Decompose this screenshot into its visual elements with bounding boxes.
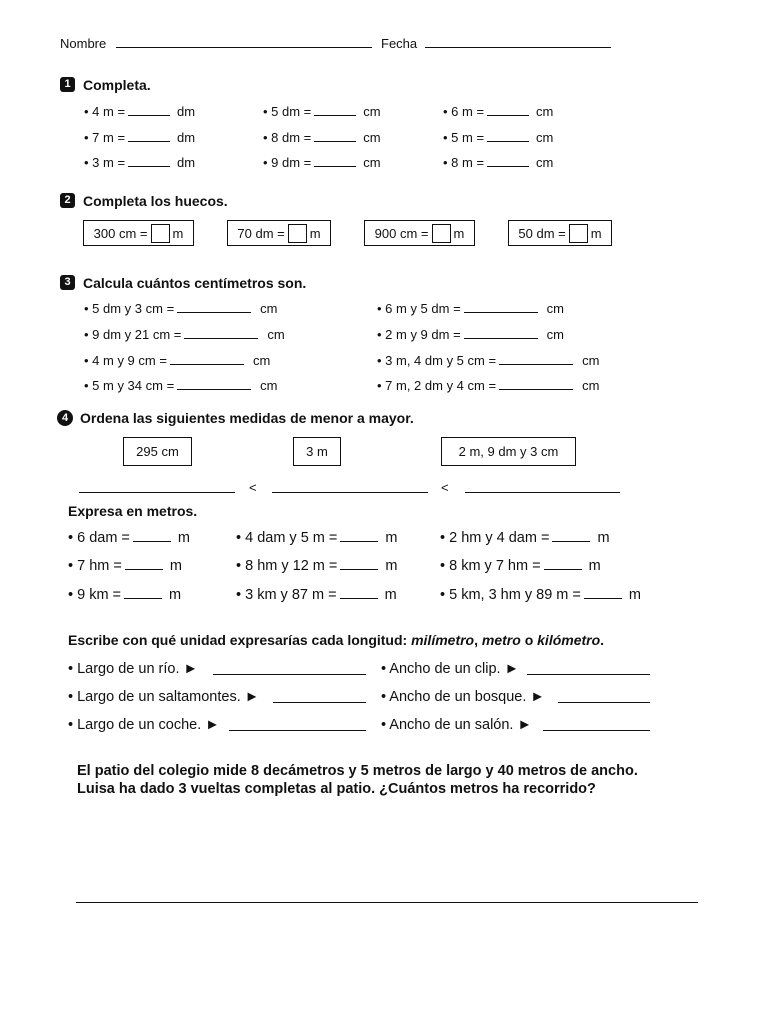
answer-blank[interactable] [558,702,650,703]
ex1-item: • 8 dm = cm [263,130,381,145]
arrow-icon: ► [517,717,532,733]
arrow-icon: ► [244,689,260,705]
answer-blank[interactable] [273,702,366,703]
ex5-item: • 5 km, 3 hm y 89 m = m [440,587,641,603]
answer-blank[interactable] [584,588,622,599]
ex3-item: • 3 m, 4 dm y 5 cm = cm [377,353,600,368]
date-label: Fecha [381,36,418,51]
answer-blank[interactable] [128,105,170,116]
arrow-icon: ► [530,689,545,705]
answer-blank[interactable] [487,131,529,142]
less-than-symbol: < [441,480,449,495]
ex5-item: • 8 hm y 12 m = m [236,558,398,574]
answer-blank[interactable] [543,730,650,731]
answer-square[interactable] [569,224,588,243]
ex6-item: • Ancho de un salón. ► [381,717,532,733]
arrow-icon: ► [205,717,220,733]
arrow-icon: ► [504,661,519,677]
answer-blank[interactable] [170,354,244,365]
date-field[interactable] [425,47,611,48]
order-blank-3[interactable] [465,492,620,493]
answer-blank[interactable] [314,105,356,116]
problem-answer-line[interactable] [76,902,698,903]
ex1-item: • 7 m = dm [84,130,196,145]
exercise-5-title: Expresa en metros. [68,503,198,519]
answer-blank[interactable] [499,379,573,390]
answer-blank[interactable] [487,105,529,116]
ex5-item: • 4 dam y 5 m = m [236,530,398,546]
conversion-box: 900 cm = m [364,220,475,246]
measure-box: 295 cm [123,437,192,466]
ex3-item: • 9 dm y 21 cm = cm [84,327,285,342]
ex1-item: • 4 m = dm [84,104,196,119]
ex6-item: • Largo de un coche. ► [68,717,220,733]
less-than-symbol: < [249,480,257,495]
answer-blank[interactable] [464,302,538,313]
ex5-item: • 2 hm y 4 dam = m [440,530,610,546]
problem-line-1: El patio del colegio mide 8 decámetros y 5 metros de largo y 40 metros de ancho. [77,763,638,779]
ex6-item: • Ancho de un bosque. ► [381,689,545,705]
answer-blank[interactable] [340,559,378,570]
answer-blank[interactable] [184,328,258,339]
exercise-3-number: 3 [60,275,75,290]
ex1-item: • 3 m = dm [84,155,196,170]
ex5-item: • 7 hm = m [68,558,182,574]
conversion-box: 300 cm = m [83,220,194,246]
arrow-icon: ► [183,661,198,677]
ex3-item: • 7 m, 2 dm y 4 cm = cm [377,378,600,393]
ex5-item: • 3 km y 87 m = m [236,587,397,603]
exercise-4-number: 4 [57,410,73,426]
answer-blank[interactable] [314,156,356,167]
answer-blank[interactable] [177,302,251,313]
ex3-item: • 4 m y 9 cm = cm [84,353,271,368]
ex5-item: • 8 km y 7 hm = m [440,558,601,574]
exercise-1-title: Completa. [83,77,151,93]
exercise-6-title: Escribe con qué unidad expresarías cada longitud: milímetro, metro o kilómetro. [68,632,605,648]
ex1-item: • 8 m = cm [443,155,554,170]
answer-blank[interactable] [128,131,170,142]
problem-line-2: Luisa ha dado 3 vueltas completas al patio. ¿Cuántos metros ha recorrido? [77,781,596,797]
answer-blank[interactable] [499,354,573,365]
conversion-box: 70 dm = m [227,220,331,246]
order-blank-2[interactable] [272,492,428,493]
ex3-item: • 5 m y 34 cm = cm [84,378,278,393]
answer-blank[interactable] [544,559,582,570]
measure-box: 3 m [293,437,341,466]
ex3-item: • 6 m y 5 dm = cm [377,301,565,316]
exercise-4-title: Ordena las siguientes medidas de menor a mayor. [80,410,414,426]
exercise-1-number: 1 [60,77,75,92]
answer-blank[interactable] [125,559,163,570]
ex3-item: • 2 m y 9 dm = cm [377,327,565,342]
ex5-item: • 9 km = m [68,587,182,603]
ex6-item: • Largo de un saltamontes. ► [68,689,260,705]
answer-blank[interactable] [213,674,366,675]
ex5-item: • 6 dam = m [68,530,190,546]
ex1-item: • 9 dm = cm [263,155,381,170]
answer-blank[interactable] [340,588,378,599]
ex6-item: • Largo de un río. ► [68,661,198,677]
answer-blank[interactable] [552,531,590,542]
answer-blank[interactable] [527,674,650,675]
exercise-2-number: 2 [60,193,75,208]
ex6-item: • Ancho de un clip. ► [381,661,519,677]
answer-square[interactable] [288,224,307,243]
ex1-item: • 6 m = cm [443,104,554,119]
answer-blank[interactable] [133,531,171,542]
exercise-2-title: Completa los huecos. [83,193,228,209]
answer-blank[interactable] [464,328,538,339]
answer-blank[interactable] [229,730,366,731]
order-blank-1[interactable] [79,492,235,493]
name-label: Nombre [60,36,107,51]
answer-square[interactable] [432,224,451,243]
measure-box: 2 m, 9 dm y 3 cm [441,437,576,466]
answer-blank[interactable] [314,131,356,142]
name-field[interactable] [116,47,372,48]
answer-square[interactable] [151,224,170,243]
answer-blank[interactable] [128,156,170,167]
answer-blank[interactable] [124,588,162,599]
ex3-item: • 5 dm y 3 cm = cm [84,301,278,316]
ex1-item: • 5 dm = cm [263,104,381,119]
answer-blank[interactable] [340,531,378,542]
answer-blank[interactable] [487,156,529,167]
ex1-item: • 5 m = cm [443,130,554,145]
conversion-box: 50 dm = m [508,220,612,246]
answer-blank[interactable] [177,379,251,390]
exercise-3-title: Calcula cuántos centímetros son. [83,275,307,291]
